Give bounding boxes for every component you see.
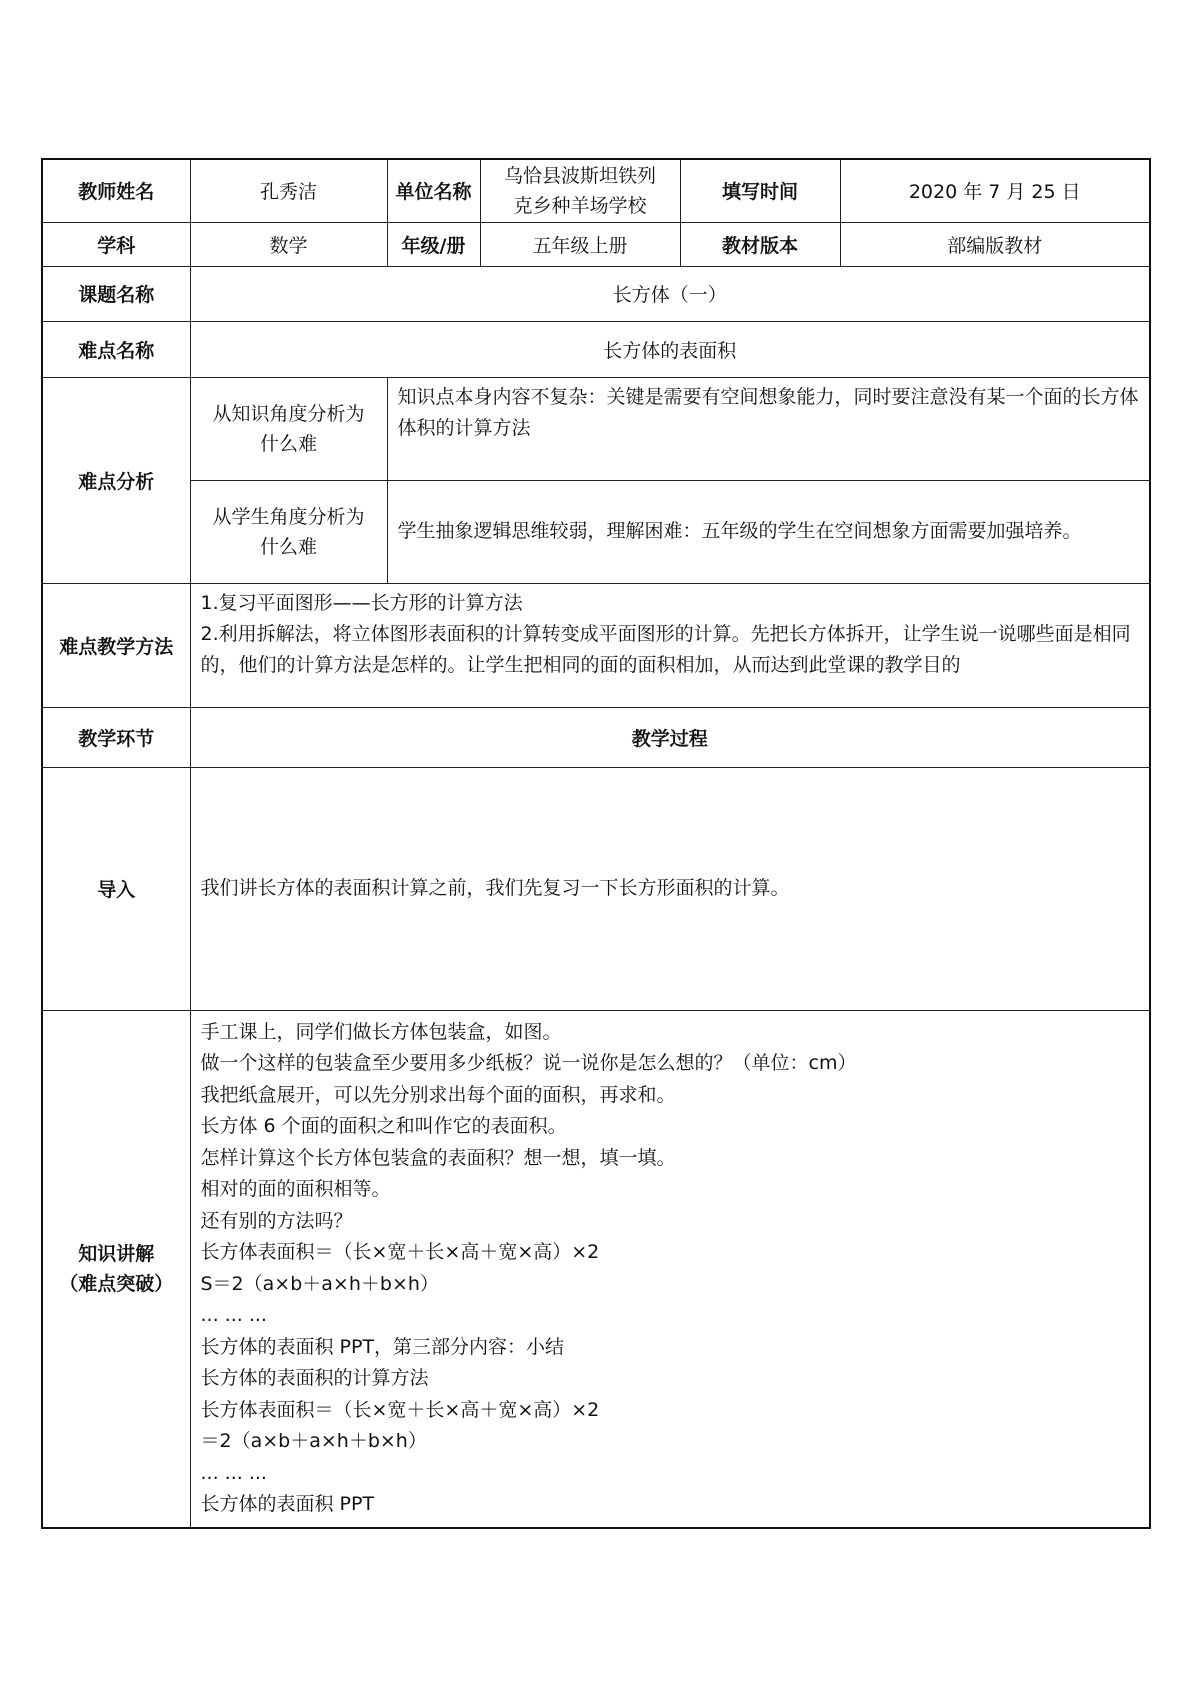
knowledge-angle-line-1: 从知识角度分析为	[212, 402, 365, 425]
unit-name-value	[480, 159, 680, 222]
info-row-2	[42, 222, 1150, 266]
knowledge-angle-line-2: 什么难	[259, 432, 317, 455]
edition-label: 教材版本	[680, 222, 840, 266]
teacher-name-value: 孔秀洁	[190, 159, 387, 222]
knowledge-line: 手工课上，同学们做长方体包装盒，如图。	[200, 1020, 562, 1043]
analysis-label: 难点分析	[42, 377, 190, 583]
difficulty-label: 难点名称	[42, 321, 190, 377]
student-angle-line-2: 什么难	[259, 535, 317, 558]
method-line-2: 2.利用拆解法，将立体图形表面积的计算转变成平面图形的计算。先把长方体拆开，让学生说一说哪些面是相同的，他们的计算方法是怎样的。让学生把相同的面的面积相加，从而达到此堂课的教学目的	[200, 622, 1131, 676]
grade-label: 年级/册	[387, 222, 480, 266]
student-angle-line-1: 从学生角度分析为	[212, 505, 365, 528]
knowledge-line: 长方体的表面积的计算方法	[200, 1367, 429, 1389]
teacher-name-label: 教师姓名	[42, 159, 190, 222]
method-text	[190, 583, 1150, 707]
student-angle-label	[190, 480, 387, 583]
edition-value: 部编版教材	[840, 222, 1150, 266]
topic-row	[42, 266, 1150, 321]
knowledge-label	[42, 1010, 190, 1528]
grade-value: 五年级上册	[480, 222, 680, 266]
fill-time-value: 2020 年 7 月 25 日	[840, 159, 1150, 222]
process-label: 教学过程	[190, 707, 1150, 767]
method-line-1: 1.复习平面图形——长方形的计算方法	[200, 591, 523, 614]
subject-label: 学科	[42, 222, 190, 266]
knowledge-line: 还有别的方法吗？	[200, 1209, 353, 1232]
knowledge-line: ＝2（a×b＋a×h＋b×h）	[200, 1430, 427, 1452]
knowledge-line: 做一个这样的包装盒至少要用多少纸板？说一说你是怎么想的？（单位：cm）	[200, 1052, 857, 1074]
intro-text: 我们讲长方体的表面积计算之前，我们先复习一下长方形面积的计算。	[190, 767, 1150, 1010]
knowledge-line: 长方体的表面积 PPT，第三部分内容：小结	[200, 1335, 565, 1358]
student-angle-text: 学生抽象逻辑思维较弱，理解困难：五年级的学生在空间想象方面需要加强培养。	[387, 480, 1150, 583]
knowledge-label-line-1: 知识讲解	[78, 1242, 155, 1265]
knowledge-row	[42, 1010, 1150, 1528]
unit-name-line-1: 乌恰县波斯坦铁列	[503, 164, 656, 187]
knowledge-line: 长方体的表面积 PPT	[200, 1493, 375, 1515]
stage-label: 教学环节	[42, 707, 190, 767]
knowledge-line: ... ... ...	[200, 1304, 267, 1326]
fill-time-label: 填写时间	[680, 159, 840, 222]
analysis-row-knowledge	[42, 377, 1150, 480]
knowledge-line: 相对的面的面积相等。	[200, 1178, 391, 1200]
knowledge-label-line-2: （难点突破）	[59, 1272, 174, 1295]
process-header-row	[42, 707, 1150, 767]
method-row	[42, 583, 1150, 707]
method-label: 难点教学方法	[42, 583, 190, 707]
knowledge-angle-label	[190, 377, 387, 480]
knowledge-line: ... ... ...	[200, 1461, 267, 1484]
difficulty-row	[42, 321, 1150, 377]
unit-name-line-2: 克乡种羊场学校	[513, 194, 647, 217]
knowledge-line: 长方体表面积＝（长×宽＋长×高＋宽×高）×2	[200, 1241, 600, 1263]
unit-name-label: 单位名称	[387, 159, 480, 222]
intro-row	[42, 767, 1150, 1010]
knowledge-line: 长方体表面积＝（长×宽＋长×高＋宽×高）×2	[200, 1398, 600, 1421]
analysis-row-student	[42, 480, 1150, 583]
knowledge-line: 长方体 6 个面的面积之和叫作它的表面积。	[200, 1115, 567, 1137]
topic-value: 长方体（一）	[190, 266, 1150, 321]
topic-label: 课题名称	[42, 266, 190, 321]
difficulty-value: 长方体的表面积	[190, 321, 1150, 377]
lesson-plan-table	[41, 158, 1151, 1529]
intro-label: 导入	[42, 767, 190, 1010]
knowledge-line: S＝2（a×b＋a×h＋b×h）	[200, 1272, 439, 1295]
knowledge-line: 怎样计算这个长方体包装盒的表面积？想一想，填一填。	[200, 1146, 676, 1169]
info-row-1	[42, 159, 1150, 222]
knowledge-angle-text: 知识点本身内容不复杂：关键是需要有空间想象能力，同时要注意没有某一个面的长方体体积的计算方法	[387, 377, 1150, 480]
subject-value: 数学	[190, 222, 387, 266]
knowledge-line: 我把纸盒展开，可以先分别求出每个面的面积，再求和。	[200, 1083, 676, 1106]
knowledge-content	[190, 1010, 1150, 1528]
